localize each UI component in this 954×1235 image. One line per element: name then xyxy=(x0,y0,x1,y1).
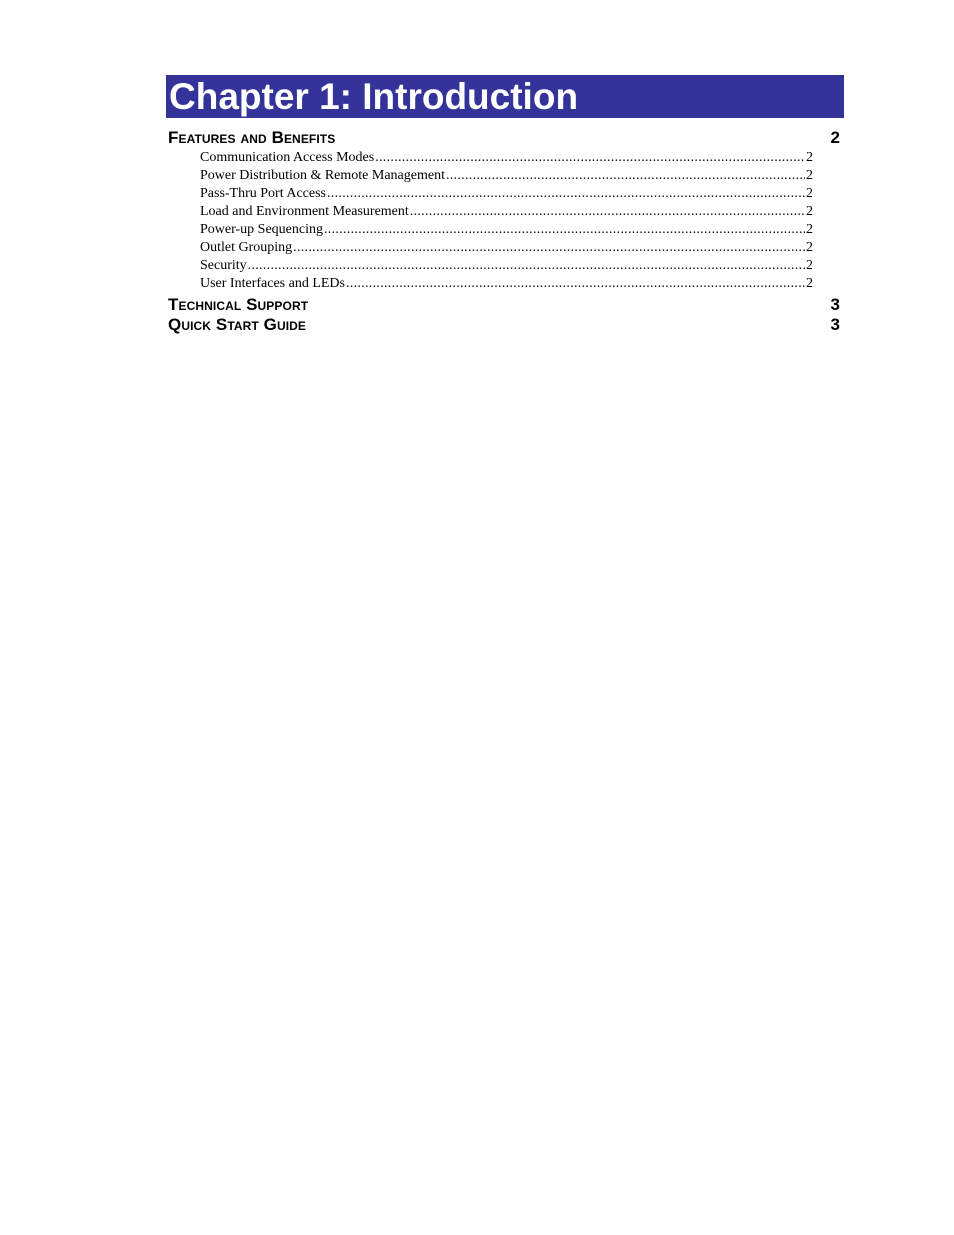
toc-subsection-page-number: 2 xyxy=(806,150,813,165)
toc-subsection-load-and-environment[interactable] xyxy=(200,203,813,221)
dot-leader xyxy=(346,275,805,293)
toc-subsection-label: Pass-Thru Port Access xyxy=(200,186,326,201)
toc-section-page-number: 3 xyxy=(830,295,840,314)
toc-section-page-number: 2 xyxy=(830,128,840,147)
toc-subsection-label: Power-up Sequencing xyxy=(200,222,323,237)
toc-section-quick-start-guide[interactable] xyxy=(168,315,842,335)
dot-leader xyxy=(446,167,805,185)
toc-section-features-and-benefits[interactable] xyxy=(168,128,842,148)
toc-subsection-list xyxy=(168,148,842,295)
toc-subsection-page-number: 2 xyxy=(806,222,813,237)
dot-leader xyxy=(293,239,805,257)
toc-subsection-pass-thru-port-access[interactable] xyxy=(200,185,813,203)
toc-subsection-power-up-sequencing[interactable] xyxy=(200,221,813,239)
dot-leader xyxy=(327,185,805,203)
toc-subsection-page-number: 2 xyxy=(806,168,813,183)
toc-subsection-outlet-grouping[interactable] xyxy=(200,239,813,257)
toc-subsection-page-number: 2 xyxy=(806,258,813,273)
toc-section-page-number: 3 xyxy=(830,315,840,334)
toc-section-label: Features and Benefits xyxy=(168,128,336,147)
toc-subsection-label: Communication Access Modes xyxy=(200,150,375,165)
toc-subsection-label: User Interfaces and LEDs xyxy=(200,276,345,291)
toc-subsection-page-number: 2 xyxy=(806,240,813,255)
toc-section-technical-support[interactable] xyxy=(168,295,842,315)
toc-subsection-power-distribution[interactable] xyxy=(200,167,813,185)
toc-subsection-security[interactable] xyxy=(200,257,813,275)
dot-leader xyxy=(375,149,805,167)
table-of-contents xyxy=(168,128,842,335)
toc-subsection-label: Outlet Grouping xyxy=(200,240,293,255)
toc-subsection-user-interfaces-and-leds[interactable] xyxy=(200,275,813,293)
dot-leader xyxy=(248,257,805,275)
toc-subsection-communication-access-modes[interactable] xyxy=(200,149,813,167)
toc-subsection-label: Security xyxy=(200,258,247,273)
dot-leader xyxy=(410,203,805,221)
toc-subsection-page-number: 2 xyxy=(806,186,813,201)
toc-section-label: Technical Support xyxy=(168,295,309,314)
toc-subsection-page-number: 2 xyxy=(806,276,813,291)
toc-section-label: Quick Start Guide xyxy=(168,315,307,334)
toc-subsection-label: Power Distribution & Remote Management xyxy=(200,168,445,183)
toc-subsection-label: Load and Environment Measurement xyxy=(200,204,409,219)
chapter-title: Chapter 1: Introduction xyxy=(166,75,844,118)
dot-leader xyxy=(324,221,805,239)
toc-subsection-page-number: 2 xyxy=(806,204,813,219)
